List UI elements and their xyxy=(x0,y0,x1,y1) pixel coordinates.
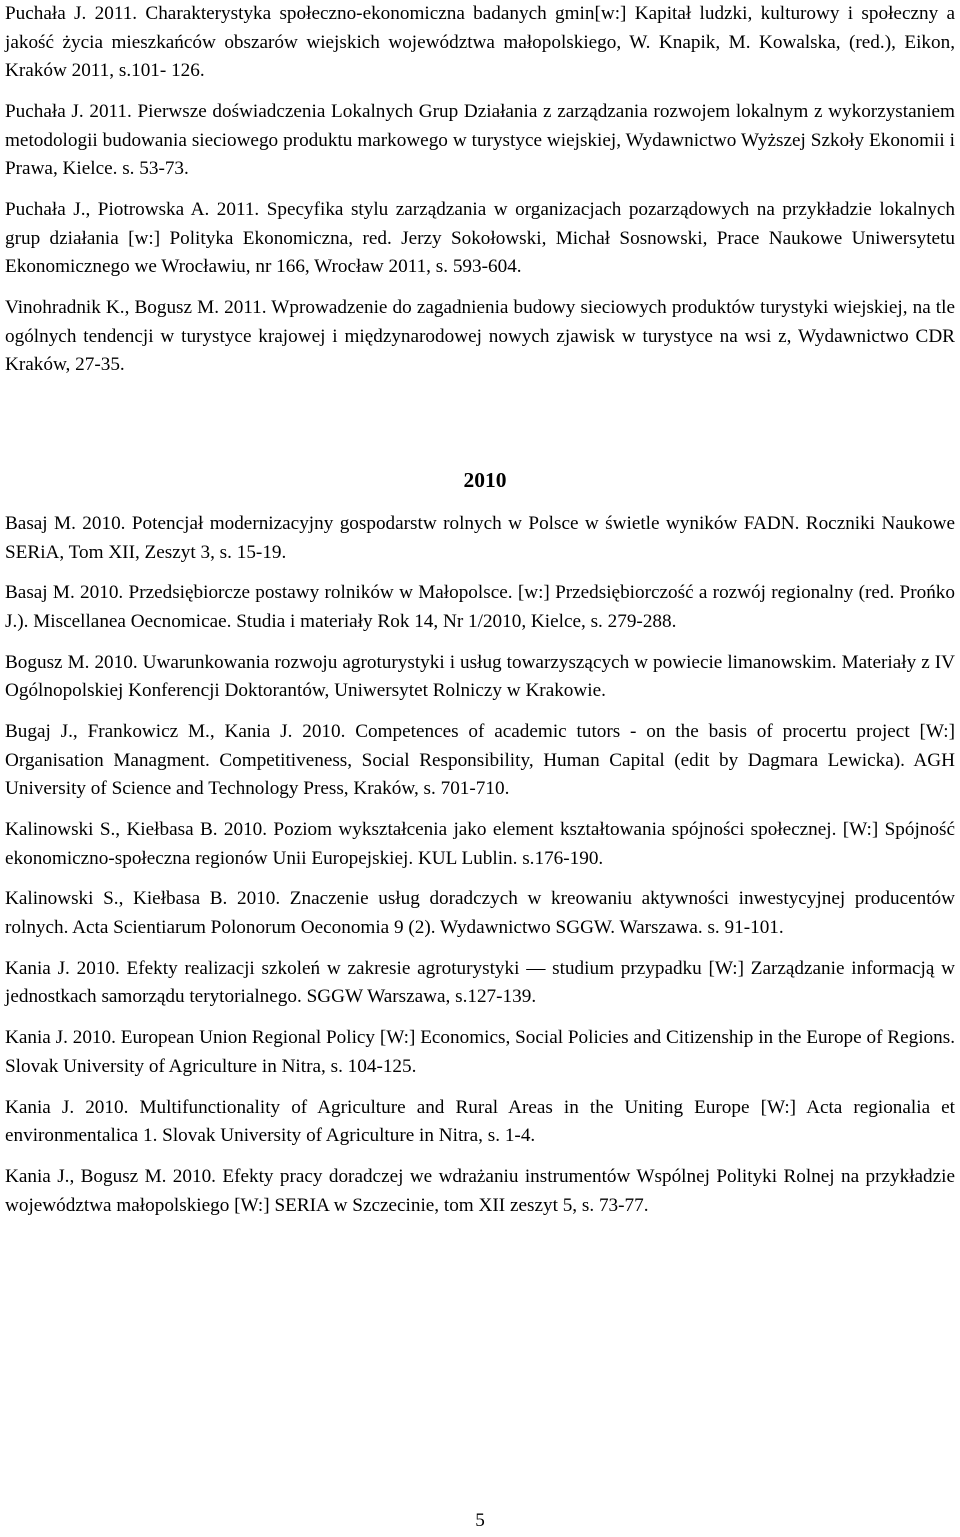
references-2011 xyxy=(5,0,955,380)
reference-entry: Puchała J. 2011. Pierwsze doświadczenia Lokalnych Grup Działania z zarządzania rozwojem lokalnym z wykorzystaniem metodologii budowania sieciowego produktu markowego w turystyce wiejskiej, Wydawnictwo Wyższej Szkoły Ekonomii i Prawa, Kielce. s. 53-73. xyxy=(5,100,955,180)
reference-entry: Bugaj J., Frankowicz M., Kania J. 2010. Competences of academic tutors - on the basis of procertu project [W:] Organisation Managment. Competitiveness, Social Responsibility, Human Capital (edit by Dagmara Lewicka). AGH University of Science and Technology Press, Kraków, s. 701-710. xyxy=(5,721,955,800)
reference-entry: Kania J. 2010. Multifunctionality of Agriculture and Rural Areas in the Uniting Europe [W:] Acta regionalia et environmentalica 1. Slovak University of Agriculture in Nitra, s. 1-4. xyxy=(5,1096,955,1147)
reference-entry: Puchała J. 2011. Charakterystyka społeczno-ekonomiczna badanych gmin[w:] Kapitał ludzki, kulturowy i społeczny a jakość życia mieszkańców obszarów wiejskich województwa małopolskiego, W. Knapik, M. Kowalska, (red.), Eikon, Kraków 2011, s.101- 126. xyxy=(5,3,955,82)
reference-entry: Vinohradnik K., Bogusz M. 2011. Wprowadzenie do zagadnienia budowy sieciowych produktów turystyki wiejskiej, na tle ogólnych tendencji w turystyce krajowej i międzynarodowej nowych zjawisk w turystyce na wsi z, Wydawnictwo CDR Kraków, 27-35. xyxy=(5,296,955,376)
spacer xyxy=(5,494,955,510)
reference-entry: Kania J. 2010. European Union Regional Policy [W:] Economics, Social Policies and Citizenship in the Europe of Regions. Slovak University of Agriculture in Nitra, s. 104-125. xyxy=(5,1027,955,1077)
page-number: 5 xyxy=(475,1510,485,1531)
reference-entry: Bogusz M. 2010. Uwarunkowania rozwoju agroturystyki i usług towarzyszących w powiecie limanowskim. Materiały z IV Ogólnopolskiej Konferencji Doktorantów, Uniwersytet Rolniczy w Krakowie. xyxy=(5,651,955,702)
reference-entry: Kalinowski S., Kiełbasa B. 2010. Znaczenie usług doradczych w kreowaniu aktywności inwestycyjnej producentów rolnych. Acta Scientiarum Polonorum Oeconomia 9 (2). Wydawnictwo SGGW. Warszawa. s. 91-101. xyxy=(5,888,955,939)
reference-entry: Kania J. 2010. Efekty realizacji szkoleń w zakresie agroturystyki — studium przypadku [W:] Zarządzanie informacją w jednostkach samorządu terytorialnego. SGGW Warszawa, s.127-139. xyxy=(5,957,955,1008)
references-2010 xyxy=(5,466,955,1220)
reference-entry: Basaj M. 2010. Potencjał modernizacyjny gospodarstw rolnych w Polsce w świetle wyników FADN. Roczniki Naukowe SERiA, Tom XII, Zeszyt 3, s. 15-19. xyxy=(5,513,955,563)
reference-entry: Puchała J., Piotrowska A. 2011. Specyfika stylu zarządzania w organizacjach pozarządowych na przykładzie lokalnych grup działania [w:] Polityka Ekonomiczna, red. Jerzy Sokołowski, Michał Sosnowski, Prace Naukowe Uniwersytetu Ekonomicznego we Wrocławiu, nr 166, Wrocław 2011, s. 593-604. xyxy=(5,198,955,278)
reference-entry: Basaj M. 2010. Przedsiębiorcze postawy rolników w Małopolsce. [w:] Przedsiębiorczość a rozwój regionalny (red. Prońko J.). Miscellanea Oecnomicae. Studia i materiały Rok 14, Nr 1/2010, Kielce, s. 279-288. xyxy=(5,582,955,632)
year-heading: 2010 xyxy=(463,468,507,492)
reference-entry: Kalinowski S., Kiełbasa B. 2010. Poziom wykształcenia jako element kształtowania spójności społecznej. [W:] Spójność ekonomiczno-społeczna regionów Unii Europejskiej. KUL Lublin. s.176-190. xyxy=(5,819,955,869)
reference-entry: Kania J., Bogusz M. 2010. Efekty pracy doradczej we wdrażaniu instrumentów Wspólnej Polityki Rolnej na przykładzie województwa małopolskiego [W:] SERIA w Szczecinie, tom XII zeszyt 5, s. 73-77. xyxy=(5,1165,955,1216)
